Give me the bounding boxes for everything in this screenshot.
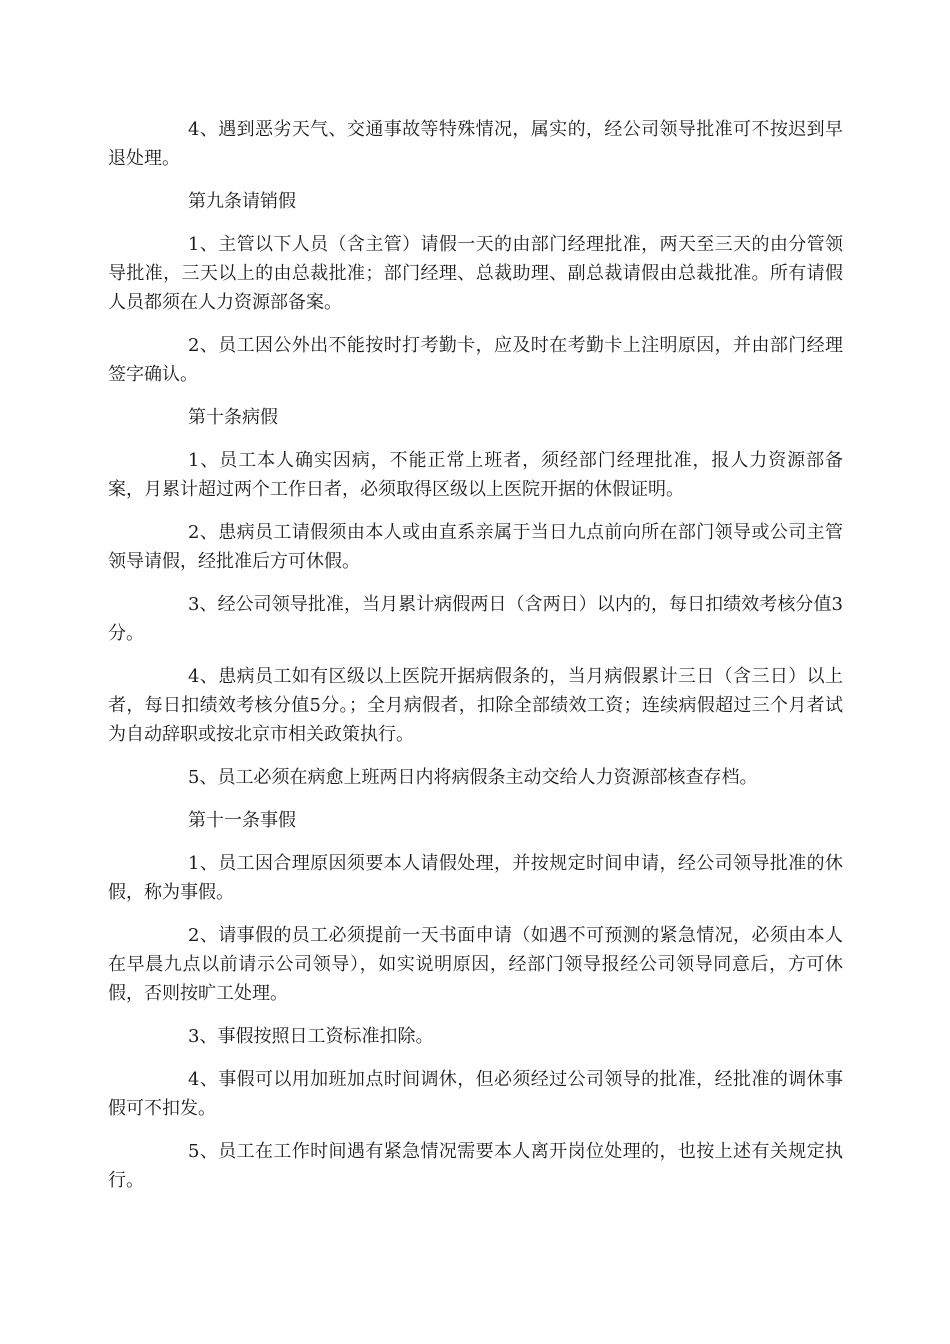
paragraph-late-exemption: 4、遇到恶劣天气、交通事故等特殊情况，属实的，经公司领导批准可不按迟到早退处理。 bbox=[108, 119, 843, 169]
paragraph-sick-leave-4: 4、患病员工如有区级以上医院开据病假条的，当月病假累计三日（含三日）以上者，每日扣绩效考核分值5分。；全月病假者，扣除全部绩效工资；连续病假超过三个月者试为自动辞职或按北京市相关政策执行。 bbox=[108, 666, 843, 745]
paragraph-sick-leave-1: 1、员工本人确实因病，不能正常上班者，须经部门经理批准，报人力资源部备案，月累计超过两个工作日者，必须取得区级以上医院开据的休假证明。 bbox=[108, 450, 843, 500]
paragraph-sick-leave-5: 5、员工必须在病愈上班两日内将病假条主动交给人力资源部核查存档。 bbox=[188, 767, 758, 788]
paragraph-business-trip: 2、员工因公外出不能按时打考勤卡，应及时在考勤卡上注明原因，并由部门经理签字确认。 bbox=[108, 335, 843, 385]
paragraph-sick-leave-3: 3、经公司领导批准，当月累计病假两日（含两日）以内的，每日扣绩效考核分值3分。 bbox=[108, 594, 843, 644]
section-heading-personal-leave: 第十一条事假 bbox=[188, 810, 296, 831]
section-heading-sick-leave: 第十条病假 bbox=[188, 407, 278, 428]
paragraph-personal-leave-5: 5、员工在工作时间遇有紧急情况需要本人离开岗位处理的，也按上述有关规定执行。 bbox=[108, 1141, 843, 1191]
paragraph-personal-leave-2: 2、请事假的员工必须提前一天书面申请（如遇不可预测的紧急情况，必须由本人在早晨九点以前请示公司领导），如实说明原因，经部门领导报经公司领导同意后，方可休假，否则按旷工处理。 bbox=[108, 925, 843, 1004]
paragraph-leave-approval: 1、主管以下人员（含主管）请假一天的由部门经理批准，两天至三天的由分管领导批准，三天以上的由总裁批准；部门经理、总裁助理、副总裁请假由总裁批准。所有请假人员都须在人力资源部备案。 bbox=[108, 234, 843, 313]
section-heading-leave-request: 第九条请销假 bbox=[188, 191, 296, 212]
paragraph-personal-leave-4: 4、事假可以用加班加点时间调休，但必须经过公司领导的批准，经批准的调休事假可不扣发。 bbox=[108, 1069, 843, 1119]
document-body bbox=[108, 115, 843, 1209]
paragraph-sick-leave-2: 2、患病员工请假须由本人或由直系亲属于当日九点前向所在部门领导或公司主管领导请假，经批准后方可休假。 bbox=[108, 522, 843, 572]
paragraph-personal-leave-3: 3、事假按照日工资标准扣除。 bbox=[188, 1026, 434, 1047]
paragraph-personal-leave-1: 1、员工因合理原因须要本人请假处理，并按规定时间申请，经公司领导批准的休假，称为事假。 bbox=[108, 853, 843, 903]
